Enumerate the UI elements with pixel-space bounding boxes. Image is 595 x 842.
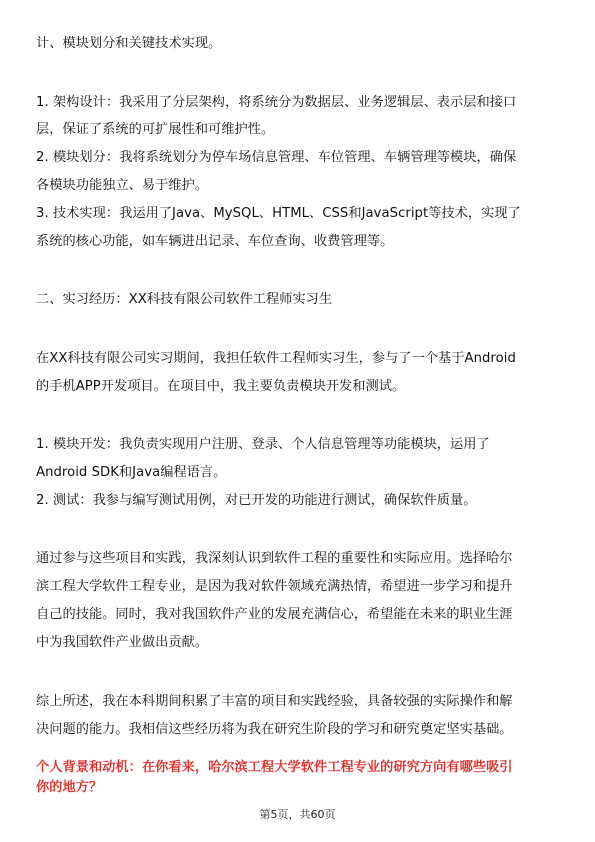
- text-line: 1. 模块开发：我负责实现用户注册、登录、个人信息管理等功能模块，运用了: [36, 437, 490, 452]
- text-line: 计、模块划分和关键技术实现。: [36, 36, 222, 51]
- text-line: 层，保证了系统的可扩展性和可维护性。: [36, 122, 275, 137]
- text-line: 中为我国软件产业做出贡献。: [36, 635, 209, 650]
- question-line: 个人背景和动机：在你看来，哈尔滨工程大学软件工程专业的研究方向有哪些吸引: [36, 760, 513, 775]
- text-line: 在XX科技有限公司实习期间，我担任软件工程师实习生，参与了一个基于Android: [36, 351, 516, 366]
- text-line: 自己的技能。同时，我对我国软件产业的发展充满信心，希望能在未来的职业生涯: [36, 607, 513, 622]
- text-line: 通过参与这些项目和实践，我深刻认识到软件工程的重要性和实际应用。选择哈尔: [36, 551, 513, 566]
- text-line: 滨工程大学软件工程专业，是因为我对软件领域充满热情，希望进一步学习和提升: [36, 579, 513, 594]
- text-line: 2. 测试：我参与编写测试用例，对已开发的功能进行测试，确保软件质量。: [36, 493, 477, 508]
- section-heading: 二、实习经历：XX科技有限公司软件工程师实习生: [36, 292, 333, 307]
- text-line: 决问题的能力。我相信这些经历将为我在研究生阶段的学习和研究奠定坚实基础。: [36, 722, 513, 737]
- page-number: 第5页，共60页: [259, 808, 336, 821]
- text-line: 1. 架构设计：我采用了分层架构，将系统分为数据层、业务逻辑层、表示层和接口: [36, 95, 517, 110]
- question-line: 你的地方？: [36, 780, 103, 795]
- text-line: 系统的核心功能，如车辆进出记录、车位查询、收费管理等。: [36, 234, 394, 249]
- text-line: 3. 技术实现：我运用了Java、MySQL、HTML、CSS和JavaScript等技术，实现了: [36, 206, 521, 221]
- text-line: 综上所述，我在本科期间积累了丰富的项目和实践经验，具备较强的实际操作和解: [36, 694, 513, 709]
- text-line: 的手机APP开发项目。在项目中，我主要负责模块开发和测试。: [36, 379, 406, 394]
- text-line: 各模块功能独立、易于维护。: [36, 178, 209, 193]
- text-line: Android SDK和Java编程语言。: [36, 465, 227, 480]
- text-line: 2. 模块划分：我将系统划分为停车场信息管理、车位管理、车辆管理等模块，确保: [36, 150, 517, 165]
